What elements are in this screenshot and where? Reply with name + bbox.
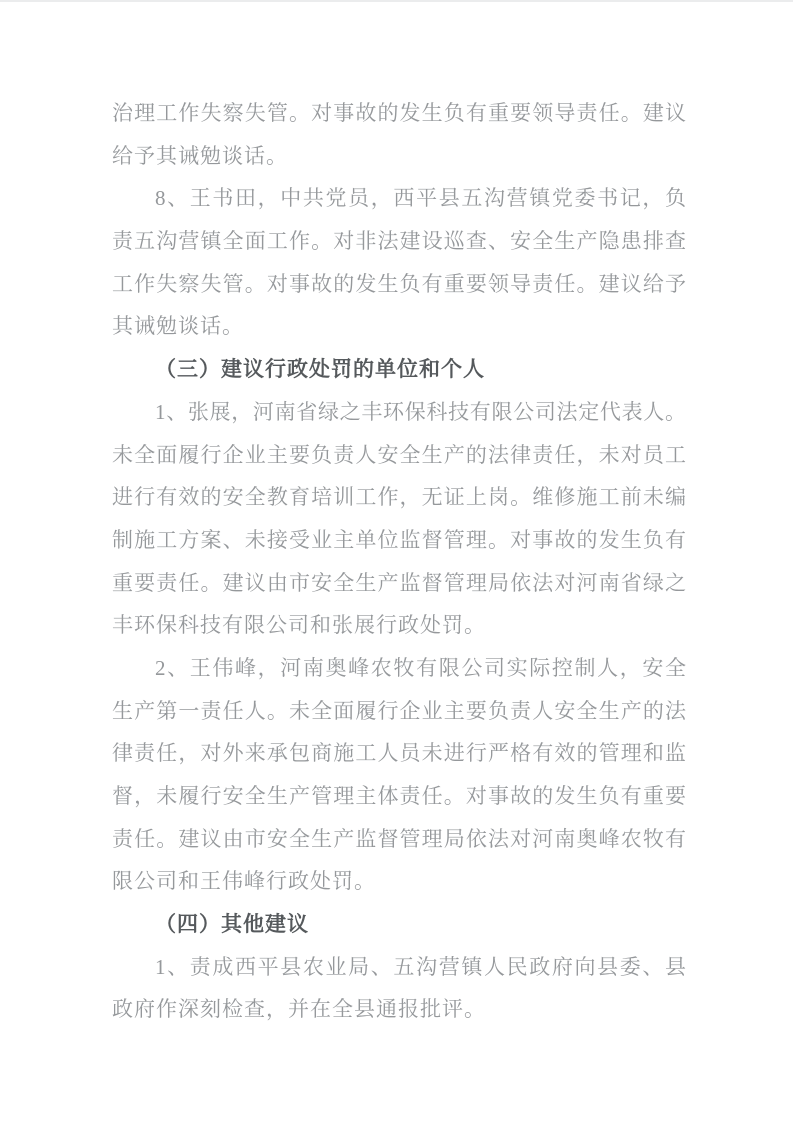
text-line: 重要责任。建议由市安全生产监督管理局依法对河南省绿之 bbox=[112, 570, 686, 595]
text-line: 给予其诫勉谈话。 bbox=[112, 143, 288, 168]
heading-line: （四）其他建议 bbox=[155, 912, 309, 937]
text-line: 督，未履行安全生产管理主体责任。对事故的发生负有重要 bbox=[112, 784, 686, 808]
text-line: 1、责成西平县农业局、五沟营镇人民政府向县委、县 bbox=[155, 954, 686, 979]
paragraph bbox=[112, 177, 686, 348]
section-heading bbox=[112, 903, 686, 946]
paragraph bbox=[112, 391, 686, 647]
text-line: 8、王书田，中共党员，西平县五沟营镇党委书记，负 bbox=[155, 186, 686, 211]
paragraph bbox=[112, 647, 686, 903]
text-line: 工作失察失管。对事故的发生负有重要领导责任。建议给予 bbox=[112, 271, 686, 296]
text-line: 制施工方案、未接受业主单位监督管理。对事故的发生负有 bbox=[112, 527, 686, 552]
text-line: 政府作深刻检查，并在全县通报批评。 bbox=[112, 997, 486, 1022]
text-line: 2、王伟峰，河南奥峰农牧有限公司实际控制人，安全 bbox=[155, 655, 686, 680]
text-line: 限公司和王伟峰行政处罚。 bbox=[112, 869, 376, 894]
text-line: 其诫勉谈话。 bbox=[112, 314, 244, 339]
paragraph bbox=[112, 946, 686, 1031]
text-line: 丰环保科技有限公司和张展行政处罚。 bbox=[112, 613, 486, 638]
page-top-edge bbox=[0, 0, 793, 2]
text-line: 责任。建议由市安全生产监督管理局依法对河南奥峰农牧有 bbox=[112, 826, 686, 851]
text-line: 生产第一责任人。未全面履行企业主要负责人安全生产的法 bbox=[112, 698, 686, 723]
text-line: 1、张展，河南省绿之丰环保科技有限公司法定代表人。 bbox=[155, 399, 686, 424]
section-heading bbox=[112, 348, 686, 391]
text-line: 未全面履行企业主要负责人安全生产的法律责任，未对员工 bbox=[112, 442, 686, 467]
text-line: 治理工作失察失管。对事故的发生负有重要领导责任。建议 bbox=[112, 101, 686, 125]
document-body bbox=[112, 92, 686, 1031]
text-line: 责五沟营镇全面工作。对非法建设巡查、安全生产隐患排查 bbox=[112, 229, 686, 254]
heading-line: （三）建议行政处罚的单位和个人 bbox=[155, 357, 485, 382]
text-line: 进行有效的安全教育培训工作，无证上岗。维修施工前未编 bbox=[112, 485, 686, 510]
paragraph bbox=[112, 92, 686, 177]
text-line: 律责任，对外来承包商施工人员未进行严格有效的管理和监 bbox=[112, 741, 686, 766]
